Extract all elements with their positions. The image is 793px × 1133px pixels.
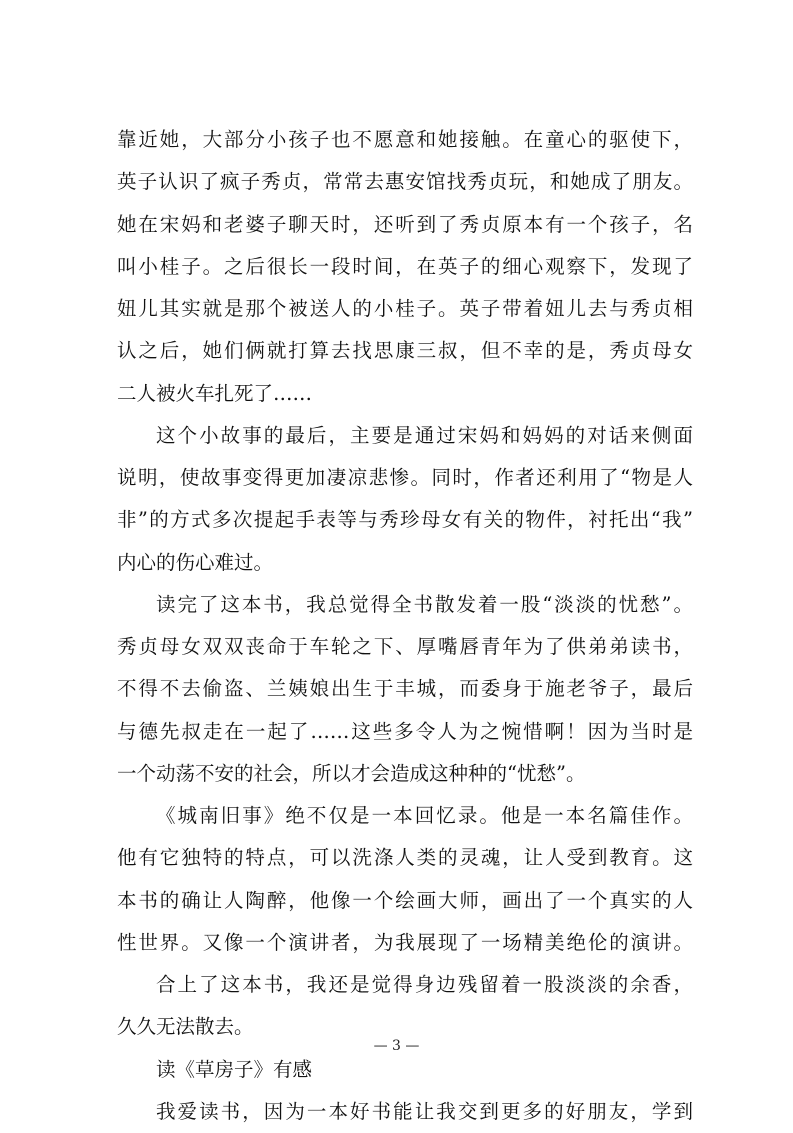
paragraph-start-line: 这个小故事的最后，主要是通过宋妈和妈妈的对话来侧面 [156, 423, 693, 447]
body-text [117, 119, 693, 1133]
text-line-2: 英子认识了疯子秀贞，常常去惠安馆找秀贞玩，和她成了朋友。 [117, 170, 693, 194]
text-line-10: 非”的方式多次提起手表等与秀珍母女有关的物件，衬托出“我” [117, 508, 693, 532]
text-line-5: 妞儿其实就是那个被送人的小桂子。英子带着妞儿去与秀贞相 [117, 297, 693, 320]
paragraph-start-line: 《城南旧事》绝不仅是一本回忆录。他是一本名篇佳作。 [156, 804, 693, 827]
paragraph-start-line: 我爱读书，因为一本好书能让我交到更多的好朋友，学到 [156, 1099, 693, 1123]
text-line-11: 内心的伤心难过。 [117, 550, 274, 574]
page-number: — 3 — [373, 1038, 420, 1054]
text-line-3: 她在宋妈和老婆子聊天时，还听到了秀贞原本有一个孩子，名 [117, 212, 693, 236]
text-line-20: 性世界。又像一个演讲者，为我展现了一场精美绝伦的演讲。 [117, 930, 693, 954]
text-line-18: 他有它独特的特点，可以洗涤人类的灵魂，让人受到教育。这 [117, 846, 693, 870]
text-line-14: 不得不去偷盗、兰姨娘出生于丰城，而委身于施老爷子，最后 [117, 677, 693, 701]
text-line-16: 一个动荡不安的社会，所以才会造成这种种的“忧愁”。 [117, 761, 586, 785]
text-line-22: 久久无法散去。 [117, 1015, 254, 1039]
paragraph-start-line: 读完了这本书，我总觉得全书散发着一股“淡淡的忧愁”。 [156, 592, 693, 616]
text-line-19: 本书的确让人陶醉，他像一个绘画大师，画出了一个真实的人 [117, 888, 693, 912]
text-line-7: 二人被火车扎死了…… [117, 381, 313, 405]
text-line-4: 叫小桂子。之后很长一段时间，在英子的细心观察下，发现了 [117, 254, 693, 278]
text-line-1: 靠近她，大部分小孩子也不愿意和她接触。在童心的驱使下， [117, 128, 693, 151]
paragraph-start-line: 合上了这本书，我还是觉得身边残留着一股淡淡的余香， [156, 973, 693, 996]
section-heading: 读《草房子》有感 [156, 1057, 313, 1081]
text-line-13: 秀贞母女双双丧命于车轮之下、厚嘴唇青年为了供弟弟读书， [117, 635, 693, 658]
text-line-6: 认之后，她们俩就打算去找思康三叔，但不幸的是，秀贞母女 [117, 339, 693, 363]
text-line-15: 与德先叔走在一起了……这些多令人为之惋惜啊！因为当时是 [117, 719, 693, 743]
text-line-9: 说明，使故事变得更加凄凉悲惨。同时，作者还利用了“物是人 [117, 466, 693, 489]
